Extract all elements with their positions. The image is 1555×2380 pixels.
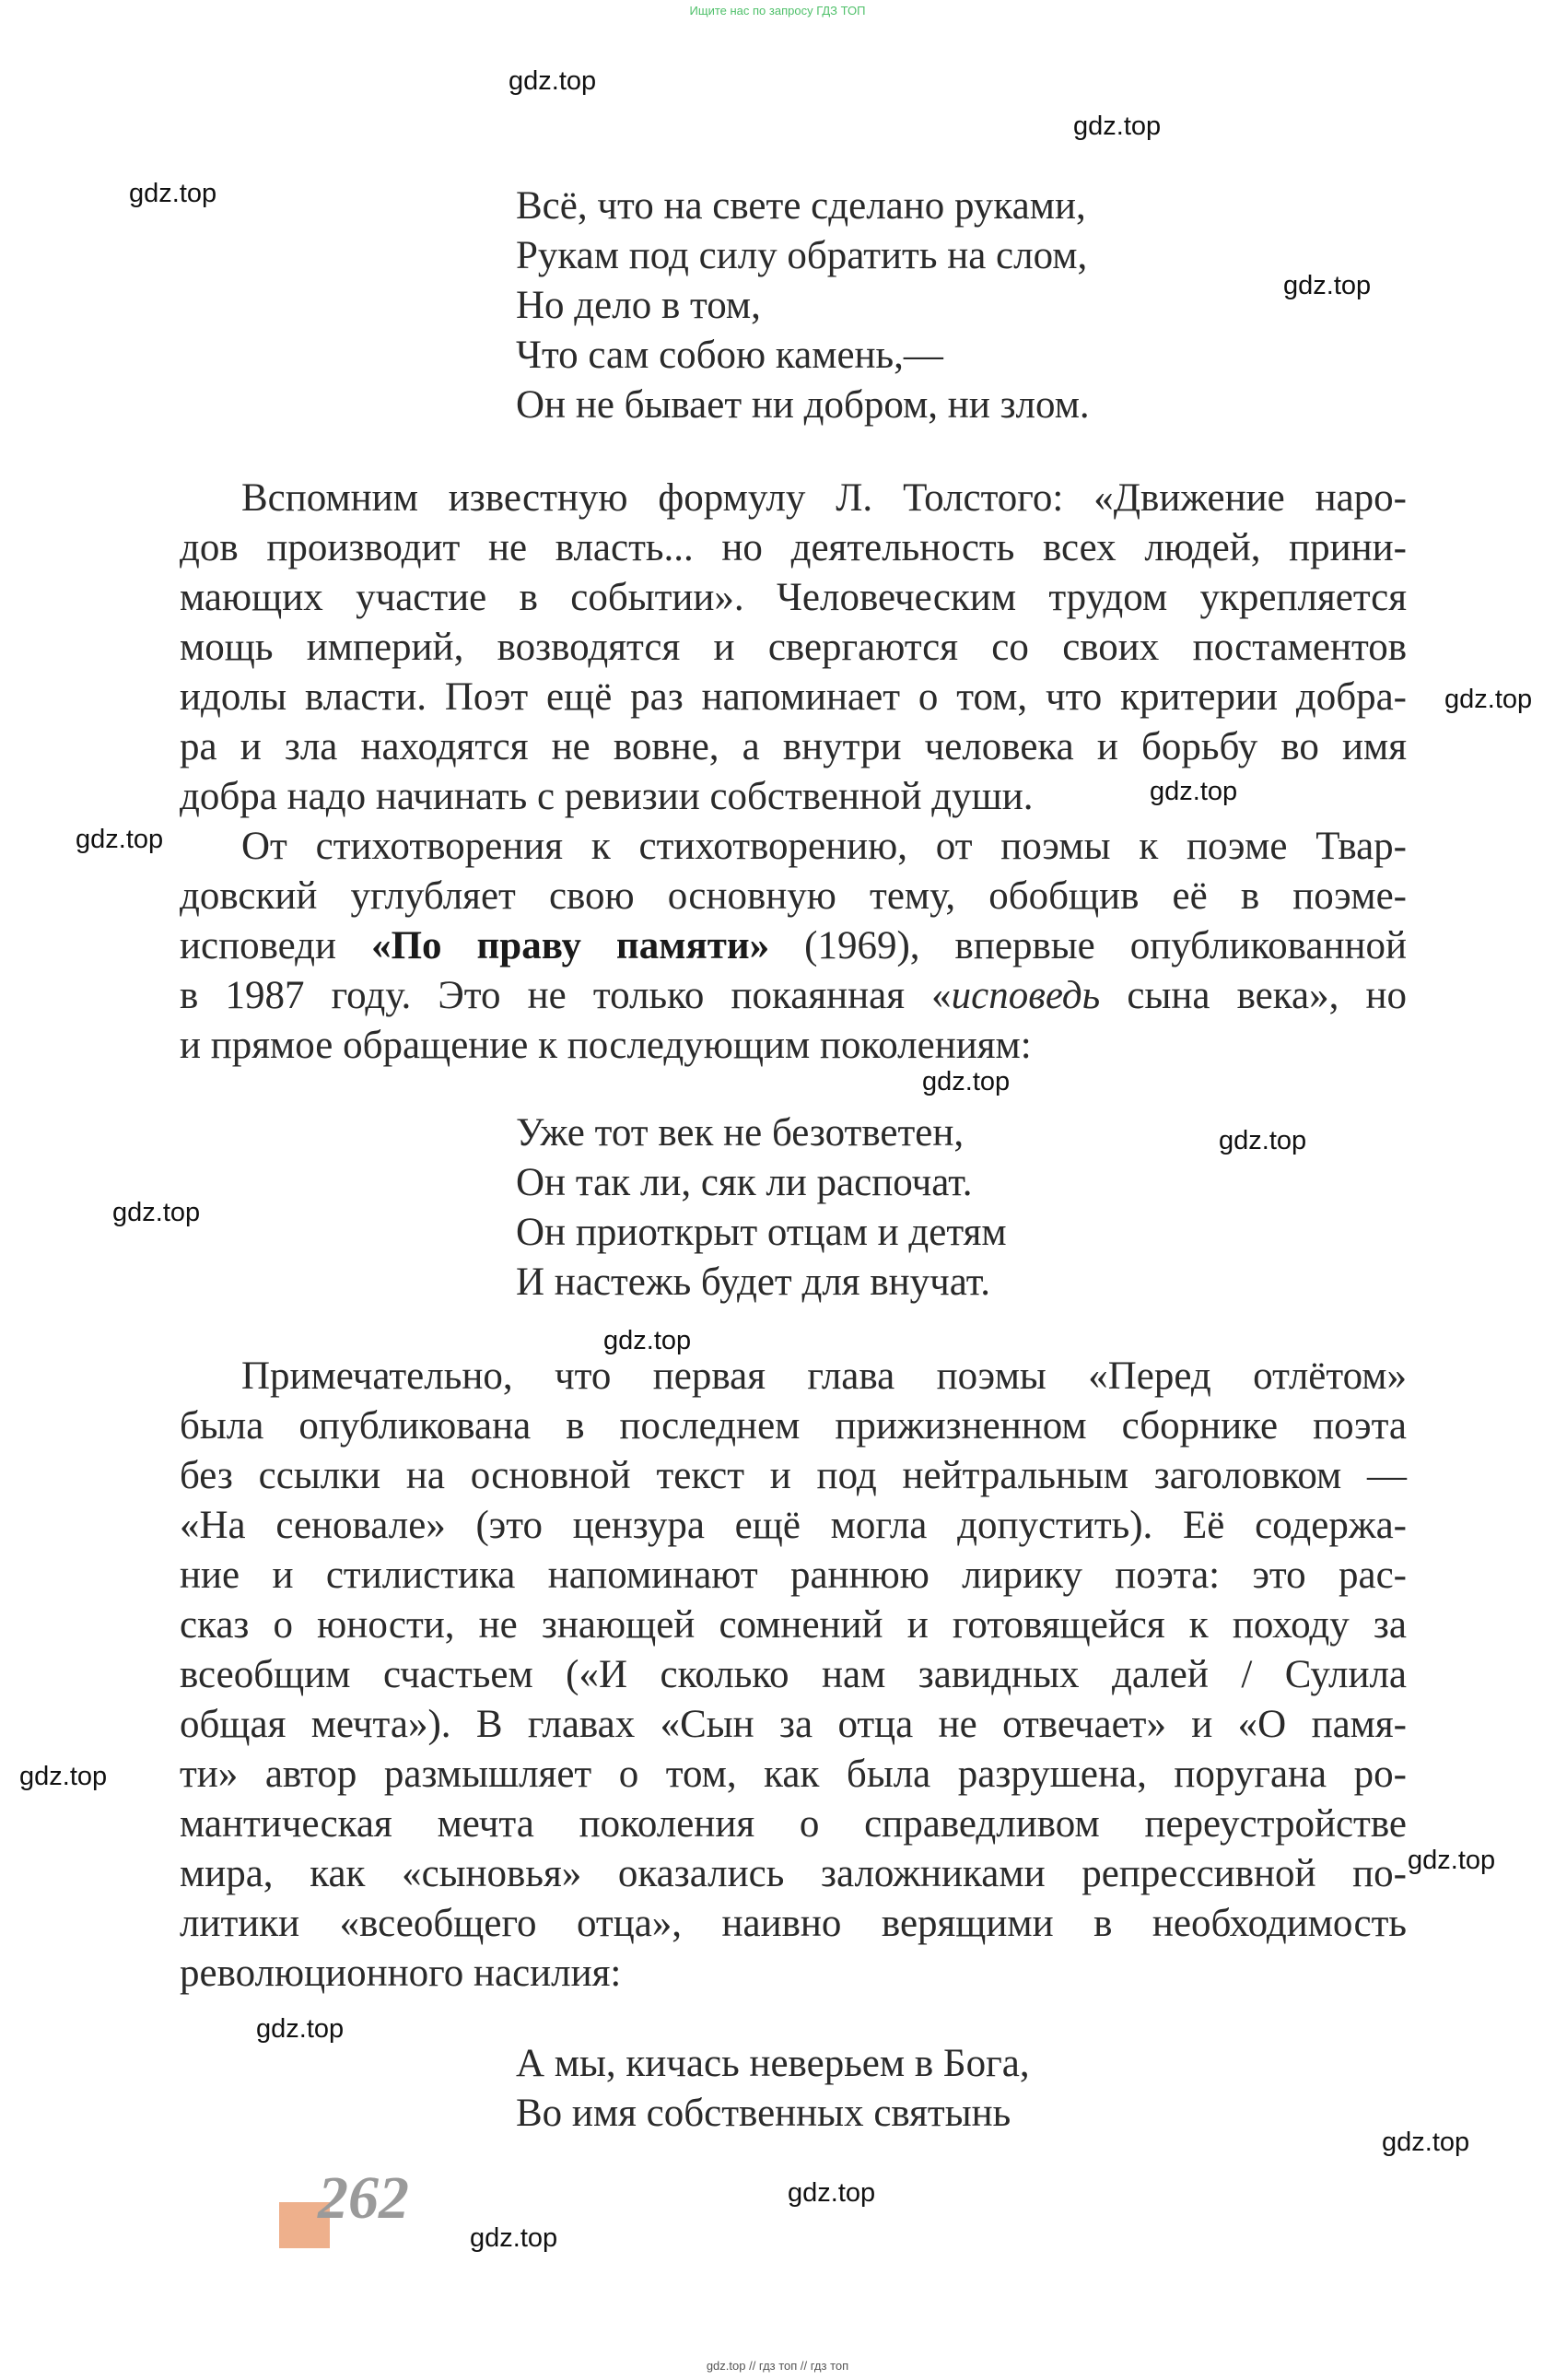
paragraph-line: мира, как «сыновья» оказались заложниками репрессивной по-: [180, 1852, 1407, 1895]
watermark: gdz.top: [470, 2223, 558, 2253]
watermark: gdz.top: [112, 1198, 201, 1227]
watermark: gdz.top: [1283, 271, 1372, 300]
watermark: gdz.top: [1408, 1846, 1496, 1875]
watermark: gdz.top: [1444, 685, 1533, 714]
paragraph-line: революционного насилия:: [180, 1952, 622, 1995]
verse-line: Он приоткрыт отцам и детям: [516, 1211, 1007, 1254]
watermark: gdz.top: [76, 825, 164, 854]
paragraph-line: всеобщим счастьем («И сколько нам завидных далей / Сулила: [180, 1653, 1407, 1696]
paragraph-line: добра надо начинать с ревизии собственной души.: [180, 775, 1034, 818]
paragraph-line: Вспомним известную формулу Л. Толстого: «Движение наро-: [241, 476, 1407, 520]
paragraph-line: литики «всеобщего отца», наивно верящими в необходимость: [180, 1902, 1407, 1945]
paragraph-line: исповеди «По праву памяти» (1969), впервые опубликованной: [180, 924, 1407, 967]
paragraph-line: мощь империй, возводятся и свергаются со своих постаментов: [180, 626, 1407, 669]
watermark: gdz.top: [1219, 1126, 1307, 1155]
paragraph-line: ра и зла находятся не вовне, а внутри человека и борьбу во имя: [180, 725, 1407, 768]
paragraph-line: идолы власти. Поэт ещё раз напоминает о том, что критерии добра-: [180, 675, 1407, 719]
paragraph-1: [180, 474, 1407, 822]
verse-line: Он так ли, сяк ли распочат.: [516, 1161, 973, 1204]
watermark: gdz.top: [788, 2178, 876, 2208]
watermark: gdz.top: [1150, 777, 1238, 806]
verse-line: Что сам собою камень,—: [516, 334, 943, 377]
paragraph-2: [180, 822, 1407, 1071]
paragraph-line: общая мечта»). В главах «Сын за отца не отвечает» и «О памя-: [180, 1703, 1407, 1746]
paragraph-line: сказ о юности, не знающей сомнений и готовящейся к походу за: [180, 1603, 1407, 1647]
watermark: gdz.top: [509, 66, 597, 96]
paragraph-line: была опубликована в последнем прижизненном сборнике поэта: [180, 1404, 1407, 1448]
watermark: gdz.top: [922, 1067, 1011, 1096]
paragraph-line: в 1987 году. Это не только покаянная «исповедь сына века», но: [180, 974, 1407, 1017]
paragraph-line: дов производит не власть... но деятельность всех людей, прини-: [180, 526, 1407, 569]
verse-line: Но дело в том,: [516, 284, 761, 327]
watermark: gdz.top: [1382, 2128, 1470, 2157]
verse-line: Он не бывает ни добром, ни злом.: [516, 383, 1090, 427]
top-banner: Ищите нас по запросу ГДЗ ТОП: [689, 4, 866, 18]
watermark: gdz.top: [19, 1762, 108, 1791]
verse-quote-2: [516, 1108, 1007, 1307]
watermark: gdz.top: [256, 2014, 345, 2044]
paragraph-line: мантическая мечта поколения о справедливом переустройстве: [180, 1802, 1407, 1846]
paragraph-line: без ссылки на основной текст и под нейтральным заголовком —: [180, 1454, 1407, 1497]
paragraph-line: «На сеновале» (это цензура ещё могла допустить). Её содержа-: [180, 1504, 1407, 1547]
verse-line: Во имя собственных святынь: [516, 2092, 1011, 2135]
paragraph-line: От стихотворения к стихотворению, от поэмы к поэме Твар-: [241, 825, 1407, 868]
watermark: gdz.top: [603, 1326, 692, 1355]
verse-line: Рукам под силу обратить на слом,: [516, 234, 1088, 277]
verse-line: И настежь будет для внучат.: [516, 1260, 991, 1304]
paragraph-line: довский углубляет свою основную тему, обобщив её в поэме-: [180, 874, 1407, 918]
paragraph-line: мающих участие в событии». Человеческим трудом укрепляется: [180, 576, 1407, 619]
verse-line: Всё, что на свете сделано руками,: [516, 184, 1086, 228]
poem-title: «По праву памяти»: [371, 924, 770, 967]
paragraph-3: [180, 1352, 1407, 1999]
verse-line: Уже тот век не безответен,: [516, 1111, 965, 1155]
watermark: gdz.top: [1073, 111, 1162, 141]
watermark: gdz.top: [129, 179, 217, 208]
bottom-banner: gdz.top // гдз топ // гдз топ: [706, 2359, 849, 2373]
paragraph-line: Примечательно, что первая глава поэмы «Перед отлётом»: [241, 1354, 1407, 1398]
page-number: 262: [318, 2164, 409, 2232]
verse-line: А мы, кичась неверьем в Бога,: [516, 2042, 1030, 2085]
verse-quote-1: [516, 182, 1090, 430]
italic-term: исповедь: [951, 974, 1101, 1017]
paragraph-line: и прямое обращение к последующим поколениям:: [180, 1024, 1032, 1067]
paragraph-line: ти» автор размышляет о том, как была разрушена, поругана ро-: [180, 1753, 1407, 1796]
paragraph-line: ние и стилистика напоминают раннюю лирику поэта: это рас-: [180, 1553, 1407, 1597]
verse-quote-3: [516, 2039, 1030, 2139]
